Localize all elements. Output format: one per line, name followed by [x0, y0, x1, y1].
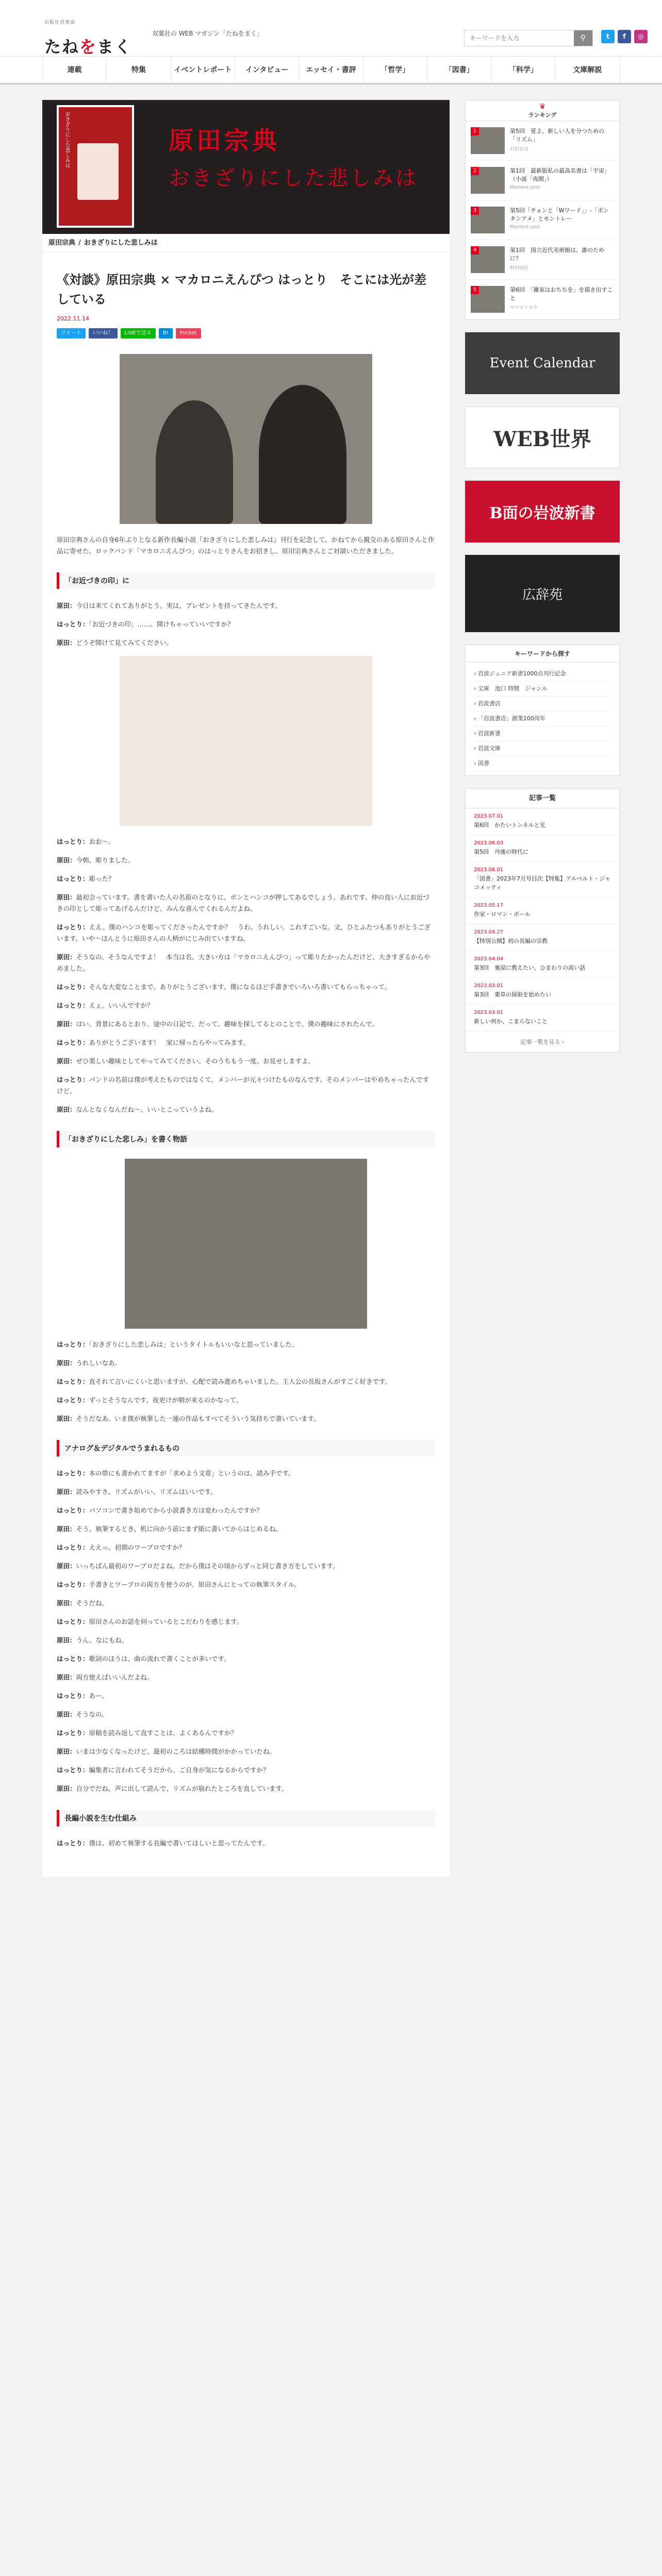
- dialogue-text: うん。なにもね。: [76, 1636, 128, 1644]
- dialogue-line: [57, 1486, 435, 1498]
- dialogue-text: そうなの。そうなんですよ！ 本当は名、大きい方は「マカロニえんぴつ」って彫りたかったんだけど、大きすぎるからやめました。: [57, 953, 431, 972]
- speaker-name: はっとり：: [57, 1655, 89, 1663]
- ranking-author: ヤマモトヨウ: [510, 306, 538, 311]
- dialogue-line: [57, 1561, 435, 1572]
- recent-title: 【特別公開】初の長編の宗教: [474, 938, 548, 944]
- recent-date: 2023.05.17: [474, 903, 504, 908]
- keyword-link[interactable]: › 岩波書店: [474, 697, 611, 711]
- dialogue-text: 僕は、初めて執筆する長編で書いてほしいと思ってたんです。: [89, 1839, 269, 1847]
- speaker-name: はっとり：: [57, 1039, 89, 1046]
- recent-date: 2023.06.01: [474, 867, 504, 873]
- ranking-number: 2: [471, 167, 479, 175]
- recent-date: 2023.06.03: [474, 840, 504, 846]
- ranking-item[interactable]: [466, 161, 619, 200]
- recent-date: 2023.04.04: [474, 956, 504, 962]
- ranking-number: 4: [471, 246, 479, 255]
- share-button[interactable]: B!: [159, 328, 173, 338]
- ranking-title: 第1回 最新版私の最高名書は「宇宙」（小説「夜間」）: [510, 167, 610, 182]
- dialogue-line: [57, 1104, 435, 1115]
- speaker-name: はっとり：: [57, 875, 89, 883]
- ranking-number: 1: [471, 127, 479, 135]
- site-tagline: 双葉社の WEB マガジン「たねをまく」: [152, 30, 263, 37]
- speaker-name: はっとり：: [57, 1581, 89, 1588]
- search-icon[interactable]: ⚲: [574, 30, 592, 46]
- dialogue-text: 両方使えばいいんだよね。: [76, 1673, 154, 1681]
- nav-item[interactable]: 「図書」: [427, 57, 491, 83]
- speaker-name: はっとり：: [57, 1396, 89, 1404]
- nav-item[interactable]: イベントレポート: [171, 57, 235, 83]
- speaker-name: 原田：: [57, 1359, 76, 1367]
- recent-article-item[interactable]: [466, 924, 619, 951]
- dialogue-line: [57, 922, 435, 944]
- ranking-number: 5: [471, 286, 479, 294]
- dialogue-line: [57, 1056, 435, 1067]
- dialogue-line: [57, 1765, 435, 1776]
- speaker-name: はっとり：: [57, 1469, 89, 1477]
- recent-article-item[interactable]: [466, 978, 619, 1005]
- recent-title: 「図書」2023年7月号目次【特集】アルベルト・ジャコメッティ: [474, 875, 611, 891]
- kojien-banner[interactable]: 広辞苑: [465, 555, 620, 632]
- keyword-box: [465, 645, 620, 776]
- dialogue-text: 「お近づきの印」……。開けちゃっていいですか？: [89, 620, 234, 628]
- recent-article-item[interactable]: [466, 951, 619, 978]
- speaker-name: 原田：: [57, 1748, 76, 1755]
- dialogue-line: [57, 1616, 435, 1628]
- dialogue-line: [57, 873, 435, 885]
- crown-icon: ♛: [539, 103, 546, 111]
- dialogue-text: そうだね。: [76, 1599, 109, 1607]
- article-photo: [125, 1159, 367, 1329]
- banner-title: 原田宗典: [169, 126, 280, 155]
- recent-articles-box: [465, 788, 620, 1053]
- speaker-name: 原田：: [57, 893, 76, 901]
- ranking-author: Moment Joon: [510, 225, 541, 230]
- share-button[interactable]: いいね！: [89, 328, 118, 338]
- ranking-author: Moment Joon: [510, 185, 541, 190]
- ranking-author: 石田衣良: [510, 147, 529, 152]
- main-nav: [0, 57, 662, 84]
- keyword-link[interactable]: › 岩波文庫: [474, 741, 611, 756]
- recent-article-item[interactable]: [466, 897, 619, 924]
- dialogue-text: ええっ。初期のワープロですか？: [89, 1544, 186, 1551]
- keyword-link[interactable]: › 図書: [474, 756, 611, 771]
- logo-main-text: たねをまく: [44, 37, 133, 57]
- dialogue-line: [57, 619, 435, 630]
- nav-item[interactable]: 連載: [42, 57, 106, 83]
- dialogue-line: [57, 1838, 435, 1849]
- site-header: [0, 0, 662, 57]
- dialogue-line: [57, 952, 435, 974]
- speaker-name: はっとり：: [57, 1341, 89, 1348]
- dialogue-line: [57, 1783, 435, 1794]
- recent-title: 新しい何か、こまらないこと: [474, 1018, 548, 1025]
- article-date: 2022.11.14: [57, 315, 89, 322]
- dialogue-line: [57, 1339, 435, 1350]
- dialogue-text: 最初会っています。書を書いた人の名前のとなりに、ボンとハンコが押してあるでしょう。あれです。仲の良い人にお近づきの印として彫ってあげるんだけど、みんな喜んでくれるんだよね。: [57, 893, 429, 912]
- nav-item[interactable]: エッセイ・書評: [299, 57, 362, 83]
- recent-article-item[interactable]: [466, 1005, 619, 1031]
- recent-article-item[interactable]: [466, 835, 619, 862]
- dialogue-text: ええ。僕のハンコを彫ってくださったんですか？ うわ、うれしい。これすごいな。文、ひとふたつもありがとうございます。いや〜ほんとうに原田さんの人柄がにじみ出ていますね。: [57, 923, 431, 942]
- dialogue-text: おお〜。: [89, 838, 115, 845]
- sidebar: [465, 100, 620, 1053]
- recent-more-link[interactable]: 記事一覧を見る ›: [520, 1039, 565, 1045]
- dialogue-text: そうなの。: [76, 1710, 108, 1718]
- recent-title: 第3回 裏屋に教えたい、ひまわりの高い話: [474, 964, 585, 971]
- speaker-name: 原田：: [57, 1525, 76, 1533]
- nav-item[interactable]: 特集: [106, 57, 170, 83]
- speaker-name: はっとり：: [57, 1618, 89, 1625]
- dialogue-line: [57, 600, 435, 612]
- speaker-name: はっとり：: [57, 1766, 89, 1774]
- iwanami-b-banner[interactable]: B面の岩波新書: [465, 481, 620, 543]
- dialogue-line: [57, 1037, 435, 1048]
- speaker-name: 原田：: [57, 1106, 76, 1113]
- article-photo-main: [120, 354, 372, 524]
- section-heading: 「おきざりにした悲しみ」を書く物語: [57, 1131, 435, 1147]
- dialogue-line: [57, 1395, 435, 1406]
- breadcrumb: 原田宗典 / おきざりにした悲しみは: [42, 234, 450, 252]
- dialogue-text: 自分でだね。声に出して読んで、リズムが崩れたところを直しています。: [76, 1785, 288, 1792]
- speaker-name: 原田：: [57, 1599, 76, 1607]
- ranking-item[interactable]: [466, 200, 619, 240]
- dialogue-text: そんな大変なことまで。ありがとうございます。僕になるほど手書きでいろいろ書いてもらっちゃって。: [89, 983, 391, 991]
- keyword-header: キーワードから探す: [466, 645, 619, 663]
- recent-article-item[interactable]: [466, 808, 619, 835]
- dialogue-text: ずっとそうなんです。夜更けが朝が来るのかなって。: [89, 1396, 243, 1404]
- speaker-name: はっとり：: [57, 1729, 89, 1737]
- speaker-name: はっとり：: [57, 1002, 89, 1009]
- dialogue-line: [57, 1598, 435, 1609]
- recent-title: 第6回 かたいトンネルと光: [474, 822, 545, 828]
- ranking-author: 野村由佳: [510, 266, 529, 271]
- speaker-name: 原田：: [57, 602, 76, 609]
- speaker-name: 原田：: [57, 856, 76, 864]
- ranking-box: [465, 100, 620, 320]
- dialogue-line: [57, 1727, 435, 1739]
- dialogue-text: あー。: [89, 1692, 108, 1700]
- ranking-title: 第1回 国立近代美術館は、誰のために？: [510, 247, 604, 262]
- dialogue-line: [57, 1523, 435, 1535]
- banner-subtitle: おきざりにした悲しみは: [169, 166, 418, 190]
- share-button[interactable]: ツイート: [57, 328, 86, 338]
- dialogue-text: いっちばん最初のワープロだよね。だから僕はその頃からずっと同じ書き方をしています。: [76, 1562, 339, 1570]
- dialogue-text: そうだなあ。いま僕が執筆した一連の作品もすべてそういう気持ちで書いています。: [76, 1415, 320, 1422]
- dialogue-line: [57, 836, 435, 848]
- dialogue-line: [57, 1635, 435, 1646]
- twitter-icon[interactable]: t: [601, 30, 615, 43]
- dialogue-line: [57, 1413, 435, 1425]
- speaker-name: 原田：: [57, 953, 76, 961]
- speaker-name: 原田：: [57, 1636, 76, 1644]
- recent-title: 第3回 薬草の採取を始めたい: [474, 991, 551, 998]
- dialogue-line: [57, 1000, 435, 1011]
- speaker-name: はっとり：: [57, 620, 89, 628]
- keyword-link[interactable]: › 岩波ジュニア新書1000点刊行記念: [474, 667, 611, 682]
- speaker-name: 原田：: [57, 1057, 76, 1065]
- section-heading: 「お近づきの印」に: [57, 572, 435, 589]
- speaker-name: 原田：: [57, 1415, 76, 1422]
- speaker-name: はっとり：: [57, 923, 89, 931]
- instagram-icon[interactable]: ◎: [634, 30, 648, 43]
- dialogue-text: 今朝、彫りました。: [76, 856, 135, 864]
- ranking-thumbnail: [471, 246, 505, 273]
- recent-date: 2023.03.01: [474, 983, 504, 989]
- dialogue-line: [57, 855, 435, 866]
- article: [42, 252, 450, 1877]
- speaker-name: 原田：: [57, 639, 76, 647]
- dialogue-text: なんとなくなんだね〜。いいとこっていうよね。: [76, 1106, 218, 1113]
- event-calendar-banner[interactable]: Event Calendar: [465, 332, 620, 394]
- search-input[interactable]: [465, 30, 574, 46]
- speaker-name: 原田：: [57, 1562, 76, 1570]
- ranking-title: 第5回「チョンと「Wワード」」-「ボンタンアメ」とモントレー: [510, 207, 609, 222]
- section-heading: アナログ＆デジタルでうまれるもの: [57, 1440, 435, 1456]
- ranking-thumbnail: [471, 286, 505, 313]
- ranking-thumbnail: [471, 207, 505, 233]
- dialogue-line: [57, 892, 435, 914]
- dialogue-text: 読みやすさ、リズムがいい、リズムはいいです。: [76, 1488, 217, 1496]
- facebook-icon[interactable]: f: [618, 30, 631, 43]
- dialogue-line: [57, 1690, 435, 1702]
- article-intro: 原田宗典さんの自身6年ぶりとなる新作長編小説『おきざりにした悲しみは』刊行を記念して、かねてから親交のある原田さんと作品に寄せた、ロックバンド「マカロニえんぴつ」のはっとりさんをお招きし、原田宗典さんとご対談いただきました。: [57, 536, 435, 555]
- site-logo[interactable]: [44, 19, 142, 57]
- nav-item[interactable]: インタビュー: [235, 57, 299, 83]
- dialogue-text: ぜひ楽しい趣味としてやってみてください。そのうちもう一度、お見せしますよ。: [76, 1057, 315, 1065]
- dialogue-line: [57, 1672, 435, 1683]
- dialogue-text: 原稿を読み返して直すことは、よくあるんですか？: [89, 1729, 238, 1737]
- speaker-name: 原田：: [57, 1488, 76, 1496]
- dialogue-line: [57, 981, 435, 993]
- speaker-name: 原田：: [57, 1673, 76, 1681]
- dialogue-text: うれしいなあ。: [76, 1359, 121, 1367]
- breadcrumb-current: おきざりにした悲しみは: [84, 239, 158, 247]
- speaker-name: 原田：: [57, 1710, 76, 1718]
- main-column: [42, 100, 450, 1877]
- nav-item[interactable]: 「哲学」: [363, 57, 427, 83]
- ranking-number: 3: [471, 207, 479, 215]
- speaker-name: はっとり：: [57, 1692, 89, 1700]
- dialogue-text: どうぞ開けて見てみてください。: [76, 639, 173, 647]
- ranking-thumbnail: [471, 167, 505, 194]
- nav-item[interactable]: 文庫解説: [555, 57, 620, 83]
- dialogue-text: 本の帯にも書かれてますが「求めよう文章」というのは、読み手です。: [89, 1469, 295, 1477]
- share-button[interactable]: Pocket: [176, 328, 201, 338]
- dialogue-text: はい。背景にあるとおり、途中の日記で。だって、趣味を探してるとのことで、僕の趣味にされたんで。: [76, 1020, 379, 1028]
- speaker-name: はっとり：: [57, 1839, 89, 1847]
- recent-date: 2023.03.01: [474, 1010, 504, 1015]
- dialogue-line: [57, 1746, 435, 1757]
- dialogue-text: 手書きとワープロの両方を使うのが、原田さんにとっての執筆スタイル。: [89, 1581, 301, 1588]
- dialogue-text: 歌詞のほうは、曲の流れで書くことが多いです。: [89, 1655, 230, 1663]
- ranking-thumbnail: [471, 127, 505, 154]
- dialogue-text: ありがとうございます！ 家に帰ったらやってみます。: [89, 1039, 250, 1046]
- ranking-item[interactable]: [466, 240, 619, 280]
- article-photo: [120, 656, 372, 826]
- ranking-title: 第5回 夏よ、新しい人を分つための「リズム」: [510, 128, 604, 143]
- dialogue-line: [57, 1505, 435, 1516]
- dialogue-text: パソコンで書き始めてから小説書き方は変わったんですか？: [89, 1506, 263, 1514]
- keyword-link[interactable]: › 岩波新書: [474, 726, 611, 741]
- nav-item[interactable]: 「科学」: [491, 57, 555, 83]
- dialogue-line: [57, 1542, 435, 1553]
- speaker-name: はっとり：: [57, 1076, 89, 1083]
- dialogue-text: そう。執筆するとき、机に向かう前にまず紙に書いてからはじめるね。: [76, 1525, 283, 1533]
- dialogue-text: 今日は来てくれてありがとう。実は、プレゼントを持ってきたんです。: [76, 602, 282, 609]
- article-title: 《対談》原田宗典 × マカロニえんぴつ はっとり そこには光が差している: [57, 272, 427, 307]
- dialogue-line: [57, 1579, 435, 1590]
- dialogue-line: [57, 1468, 435, 1479]
- search-box: [464, 30, 593, 46]
- dialogue-text: 原田さんのお話を伺っているとこだわりを感じます。: [89, 1618, 243, 1625]
- speaker-name: はっとり：: [57, 1506, 89, 1514]
- recent-article-item[interactable]: [466, 862, 619, 897]
- ranking-item[interactable]: [466, 121, 619, 161]
- speaker-name: 原田：: [57, 1020, 76, 1028]
- speaker-name: 原田：: [57, 1785, 76, 1792]
- speaker-name: はっとり：: [57, 1378, 89, 1385]
- dialogue-text: 直それて言いにくいと思いますが、心配で読み進めちゃいました。主人公の長坂さんがすごく好きです。: [89, 1378, 392, 1385]
- speaker-name: はっとり：: [57, 983, 89, 991]
- dialogue-line: [57, 637, 435, 649]
- dialogue-line: [57, 1709, 435, 1720]
- breadcrumb-home[interactable]: 原田宗典: [48, 239, 76, 247]
- section-heading: 長編小説を生む仕組み: [57, 1810, 435, 1826]
- book-cover-image: おきざりにした悲しみは: [57, 105, 134, 228]
- dialogue-line: [57, 1653, 435, 1665]
- dialogue-line: [57, 1074, 435, 1097]
- web-sekai-banner[interactable]: WEB世界: [465, 406, 620, 468]
- ranking-title: 第6回 「雑室はおちちを」を描き出すこと: [510, 286, 613, 301]
- dialogue-text: いまは少なくなったけど、最初のころは結構時間がかかっていたね。: [76, 1748, 276, 1755]
- recent-header: 記事一覧: [466, 789, 619, 808]
- share-button[interactable]: LINEで送る: [121, 328, 156, 338]
- logo-small-text: 出版社営業部: [44, 20, 76, 25]
- dialogue-text: 「おきざりにした悲しみは」というタイトルもいいなと思っていました。: [89, 1341, 299, 1348]
- dialogue-text: えぇ。いいんですか？: [89, 1002, 154, 1009]
- speaker-name: はっとり：: [57, 838, 89, 845]
- keyword-link[interactable]: › 文庫 池口 時間 ジャンル: [474, 682, 611, 697]
- dialogue-text: 編集者に言われてそうだから。ご自身が気になるからですか？: [89, 1766, 270, 1774]
- dialogue-line: [57, 1376, 435, 1387]
- ranking-header: ♛ ランキング: [466, 100, 619, 121]
- dialogue-line: [57, 1019, 435, 1030]
- share-buttons: [57, 328, 435, 338]
- social-links: [601, 30, 648, 43]
- dialogue-line: [57, 1358, 435, 1369]
- recent-date: 2023.07.01: [474, 814, 504, 819]
- dialogue-text: バンドの名前は僕が考えたものではなくて、メンバーが元々つけたものなんです。そのメンバーはやめちゃったんですけど。: [57, 1076, 429, 1095]
- ranking-item[interactable]: [466, 280, 619, 319]
- keyword-link[interactable]: › 「岩波書店」創業100周年: [474, 711, 611, 726]
- recent-title: 作家・ロマン・ポール: [474, 911, 531, 918]
- hero-banner: [42, 100, 450, 234]
- dialogue-text: 彫った？: [89, 875, 115, 883]
- recent-title: 第5回 丹後の時代に: [474, 849, 528, 855]
- speaker-name: はっとり：: [57, 1544, 89, 1551]
- recent-date: 2023.04.27: [474, 929, 504, 935]
